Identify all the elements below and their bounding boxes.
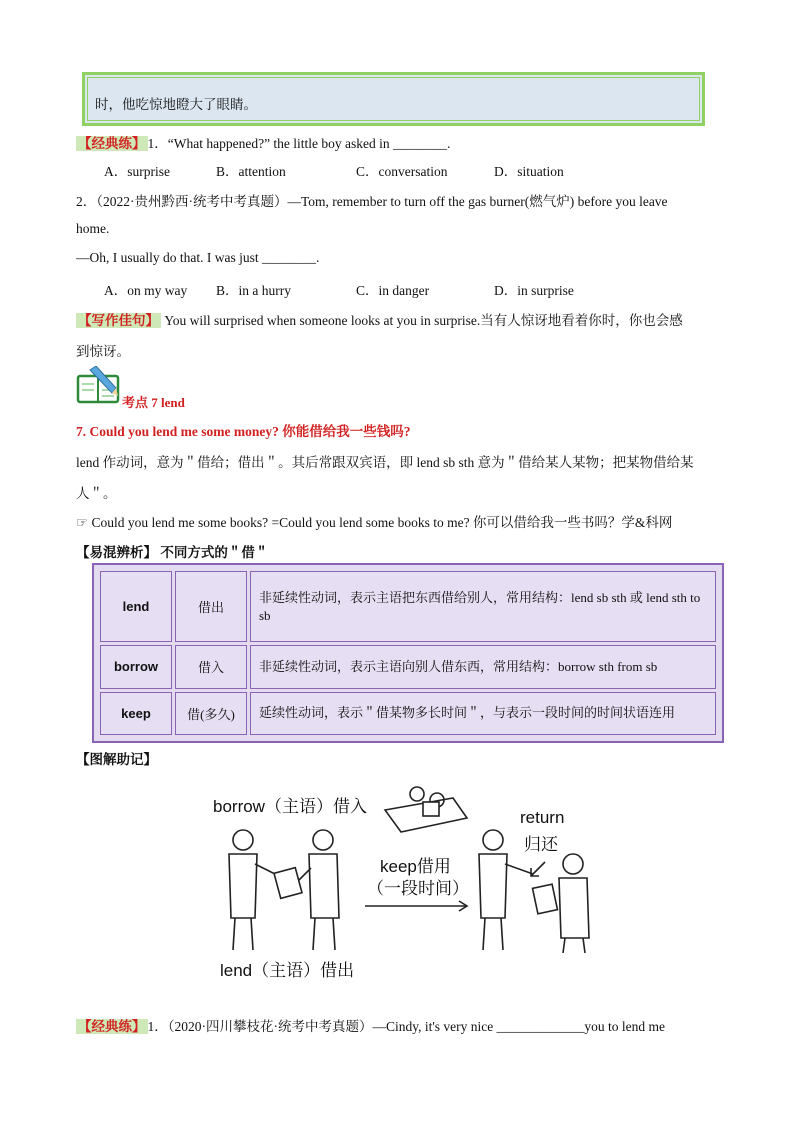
- word-cell: lend: [100, 571, 172, 642]
- question-2-line-1: 2．（2022·贵州黔西·统考中考真题）—Tom, remember to turn off the gas burner(燃气炉) before you leave: [76, 194, 668, 209]
- confusion-title: 【易混辨析】 不同方式的＂借＂: [76, 545, 269, 560]
- keep-label-1: keep借用: [380, 857, 451, 876]
- description-cell: 非延续性动词，表示主语向别人借东西，常用结构：borrow sth from sb: [250, 645, 716, 688]
- example-sentence: ☞ Could you lend me some books? =Could you lend some books to me? 你可以借给我一些书吗？学&科网: [76, 515, 673, 530]
- practice2-question-1: [76, 1015, 665, 1035]
- book-pencil-icon: [76, 366, 122, 404]
- meaning-cell: 借(多久): [175, 692, 247, 735]
- borrow-label: borrow（主语）借入: [213, 797, 367, 816]
- option-b: B．attention: [216, 164, 286, 179]
- lend-label: lend（主语）借出: [220, 961, 355, 980]
- return-label-2: 归还: [524, 835, 558, 854]
- writing-sentence: [76, 309, 683, 329]
- option-d: D．situation: [494, 164, 564, 179]
- word-cell: borrow: [100, 645, 172, 688]
- meaning-cell: 借出: [175, 571, 247, 642]
- practice2-tag: 【经典练】: [78, 1019, 146, 1034]
- question-1-options: [104, 160, 704, 178]
- description-cell: 非延续性动词，表示主语把东西借给别人，常用结构：lend sb sth 或 lend sth to sb: [250, 571, 716, 642]
- point-label: 考点 7 lend: [122, 395, 185, 410]
- explanation-line-1: lend 作动词，意为＂借给；借出＂。其后常跟双宾语，即 lend sb sth 意为＂借给某人某物；把某物借给某: [76, 455, 694, 470]
- lend-borrow-illustration: [205, 778, 595, 978]
- option-a: A．surprise: [104, 164, 170, 179]
- illustration-title: 【图解助记】: [76, 752, 157, 767]
- writing-tag: 【写作佳句】: [78, 313, 159, 328]
- practice-tag: 【经典练】: [78, 136, 146, 151]
- people-drawing: [205, 778, 595, 953]
- table-row: [100, 692, 716, 735]
- note-box-text: 时，他吃惊地瞪大了眼睛。: [95, 97, 257, 112]
- table-row: [100, 645, 716, 688]
- return-label-1: return: [520, 808, 565, 827]
- question-2-line-2: home.: [76, 221, 110, 236]
- option-c: C．in danger: [356, 283, 430, 298]
- point-heading: 7. Could you lend me some money? 你能借给我一些钱吗?: [76, 424, 411, 439]
- practice2-question-1-text: 1．（2020·四川攀枝花·统考中考真题）—Cindy, it's very nice _____________you to lend me: [147, 1019, 666, 1034]
- question-2-options: [104, 279, 704, 297]
- writing-line-1: You will surprised when someone looks at you in surprise.当有人惊讶地看着你时，你也会感: [164, 313, 683, 328]
- practice-question-1-text: 1．“What happened?” the little boy asked in ________.: [147, 136, 451, 151]
- meaning-cell: 借入: [175, 645, 247, 688]
- writing-line-2: 到惊讶。: [76, 344, 130, 359]
- practice-question-1: [76, 132, 450, 152]
- question-2-line-3: —Oh, I usually do that. I was just ________.: [76, 250, 320, 265]
- table-row: [100, 571, 716, 642]
- word-cell: keep: [100, 692, 172, 735]
- comparison-table: [92, 563, 724, 743]
- keep-label-2: （一段时间）: [367, 879, 469, 898]
- explanation-line-2: 人＂。: [76, 486, 117, 501]
- description-cell: 延续性动词，表示＂借某物多长时间＂，与表示一段时间的时间状语连用: [250, 692, 716, 735]
- option-b: B．in a hurry: [216, 283, 291, 298]
- option-c: C．conversation: [356, 164, 448, 179]
- option-a: A．on my way: [104, 283, 188, 298]
- note-box: [82, 72, 705, 126]
- option-d: D．in surprise: [494, 283, 574, 298]
